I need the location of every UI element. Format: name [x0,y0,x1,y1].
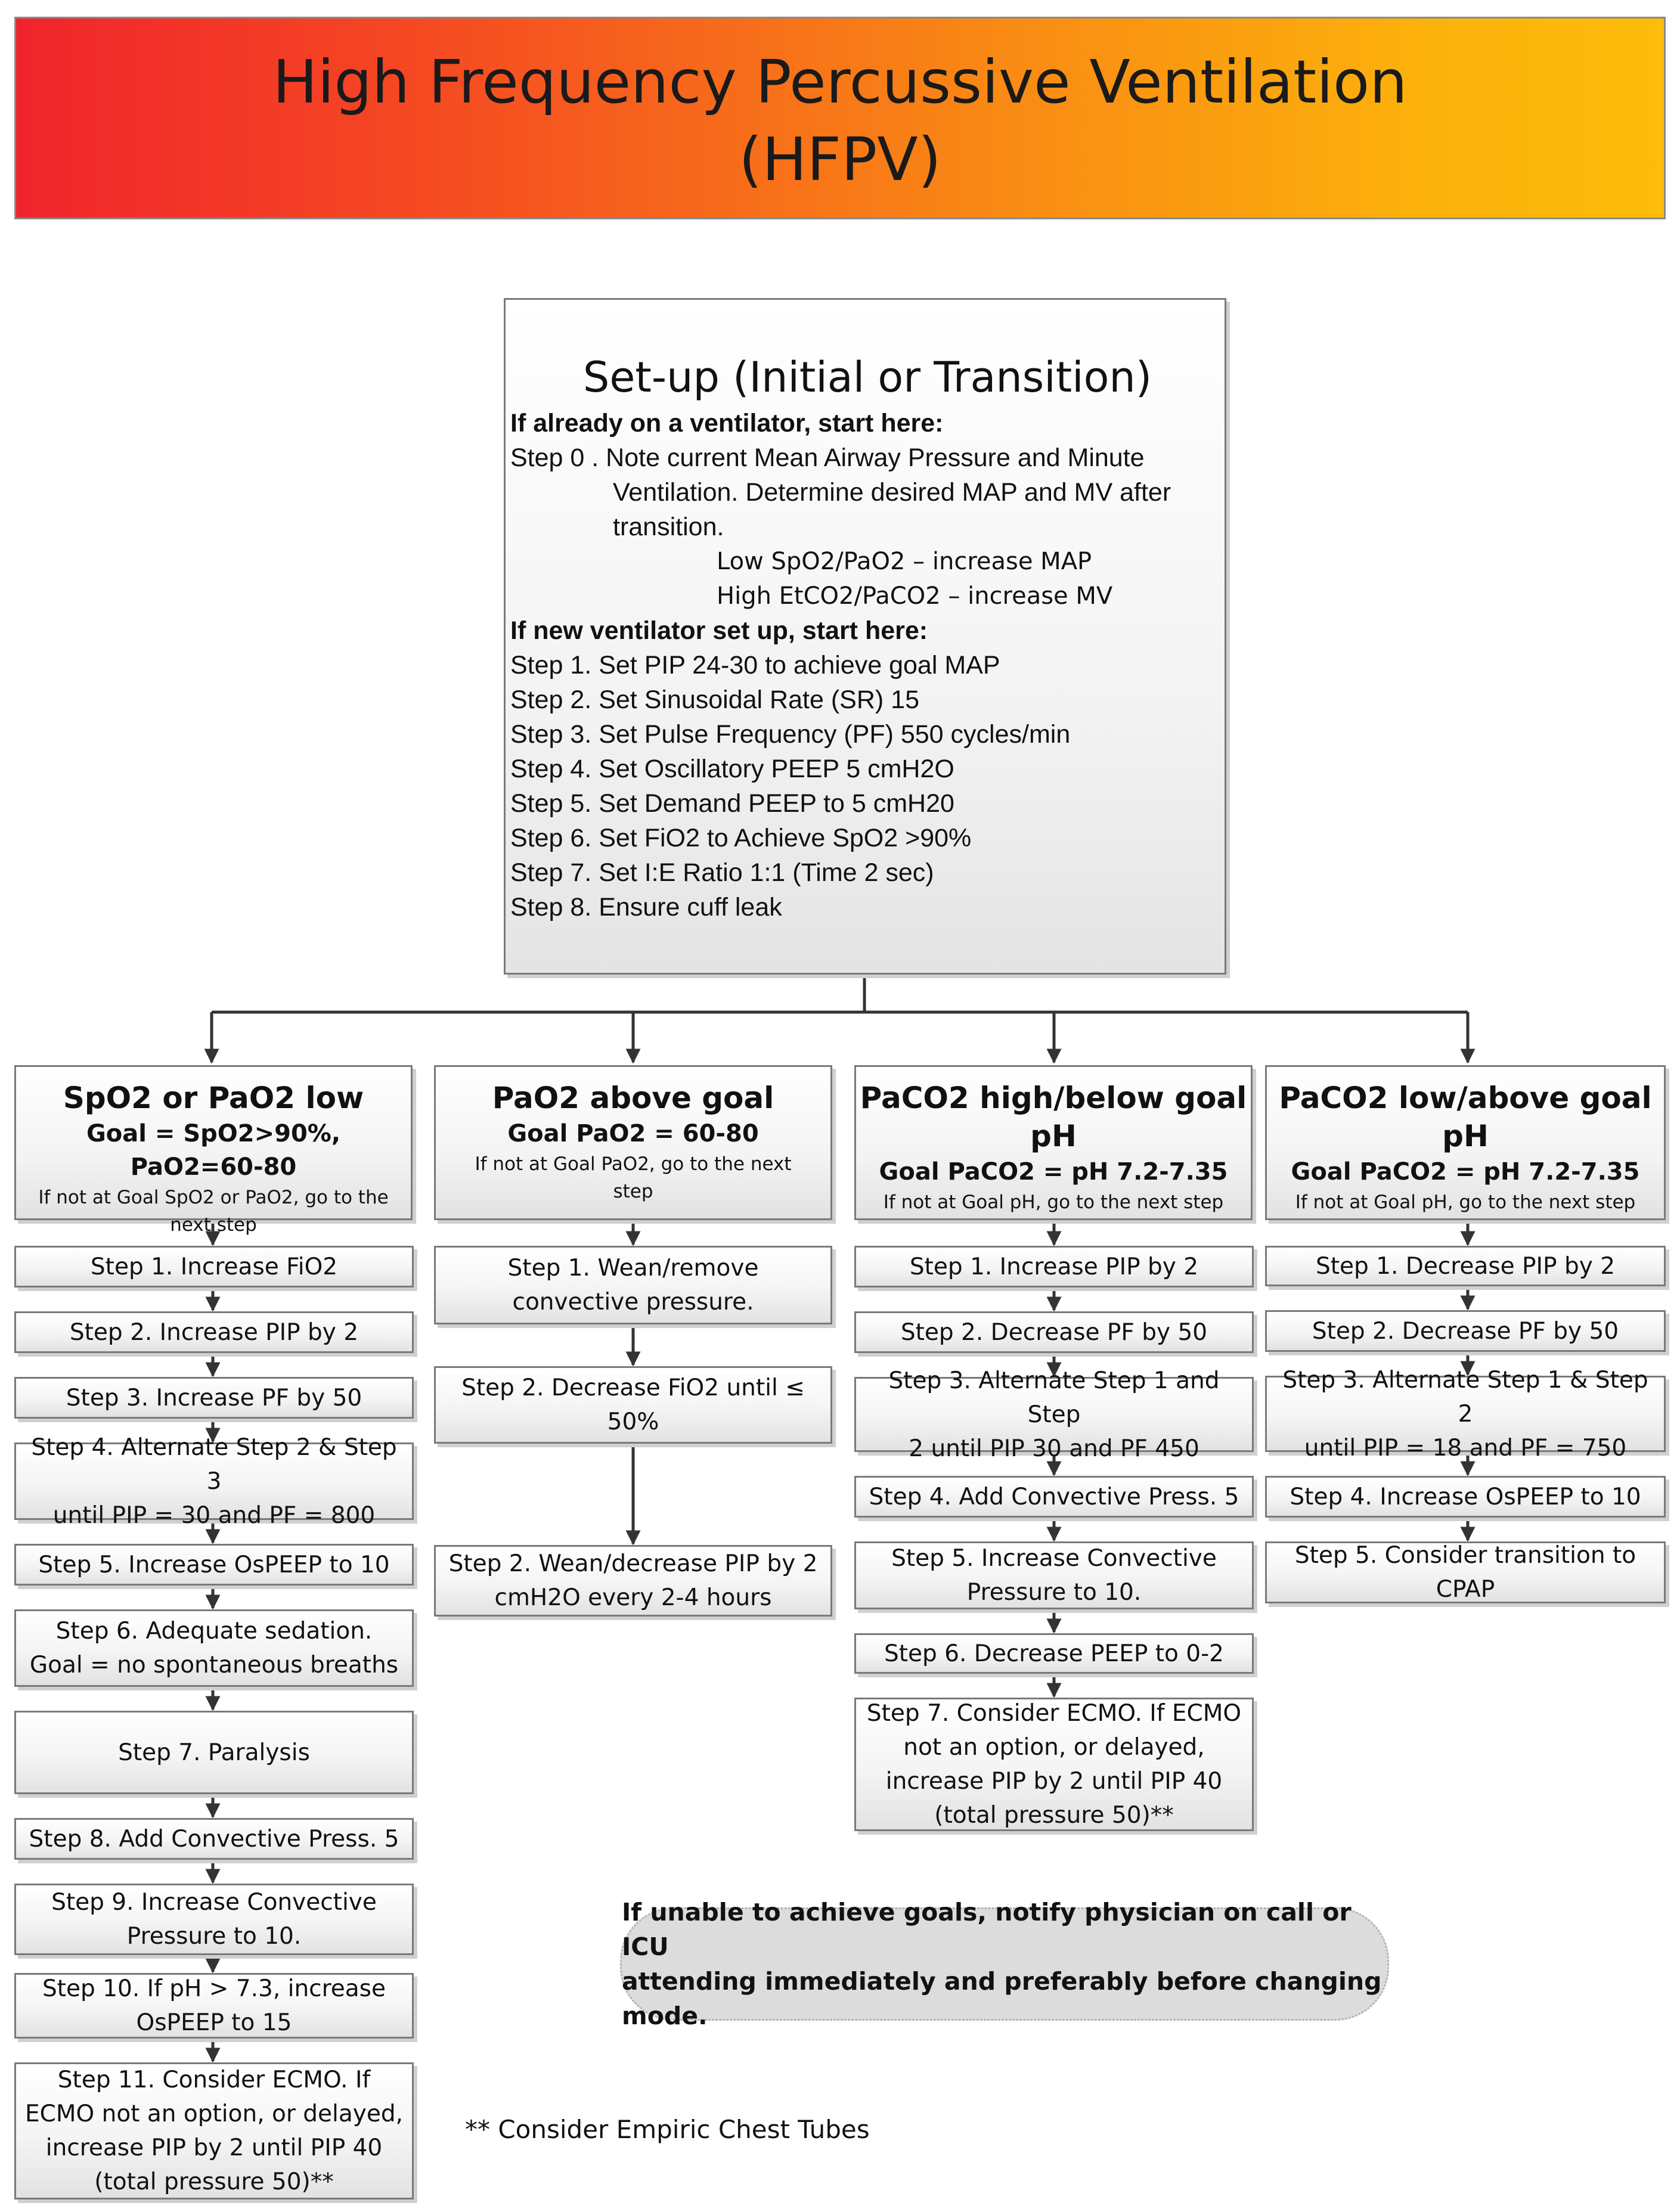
high-etco2-line: High EtCO2/PaCO2 – increase MV [717,582,1113,610]
step-box [14,1884,414,1955]
step-text: Step 4. Add Convective Press. 5 [869,1483,1239,1510]
setup-step-8: Step 8. Ensure cuff leak [510,893,782,922]
step-box [14,1609,414,1687]
setup-step-1: Step 1. Set PIP 24-30 to achieve goal MAP [510,651,1000,680]
step-box [1265,1310,1666,1352]
step-text: Step 4. Alternate Step 2 & Step 3 [31,1434,397,1495]
step-text: Step 2. Decrease FiO2 until ≤ [461,1375,805,1401]
already-on-ventilator-heading: If already on a ventilator, start here: [510,409,944,438]
step-text: Step 3. Increase PF by 50 [66,1384,362,1411]
step-box [14,1377,414,1419]
step-box [14,1434,414,1529]
step-box [14,1818,414,1860]
column-note: If not at Goal pH, go to the next step [1295,1192,1636,1213]
column-goal: Goal PaCO2 = pH 7.2-7.35 [1291,1158,1640,1186]
step-box [854,1633,1254,1674]
setup-step-7: Step 7. Set I:E Ratio 1:1 (Time 2 sec) [510,858,934,887]
column-title: PaCO2 high/below goal pH [860,1081,1247,1153]
step-box [854,1311,1254,1353]
notice-line2: attending immediately and preferably before changing mode. [622,1967,1382,2030]
step-text: Step 3. Alternate Step 1 & Step 2 [1282,1366,1648,1428]
column-header-spo2-low [14,1065,413,1236]
step-text: Pressure to 10. [966,1579,1142,1606]
step-text: CPAP [1436,1576,1495,1603]
step-box [1265,1476,1666,1518]
banner-title-line2: (HFPV) [739,125,941,194]
step-text: 50% [607,1409,659,1435]
step-box [854,1541,1254,1609]
step-box [434,1545,832,1617]
setup-title: Set-up (Initial or Transition) [582,353,1152,402]
step-text: Step 10. If pH > 7.3, increase [42,1975,386,2002]
step-box [854,1246,1254,1288]
column-title: SpO2 or PaO2 low [63,1081,364,1115]
step-box [1265,1541,1666,1603]
column-note-line2: next step [170,1214,257,1236]
setup-step-5: Step 5. Set Demand PEEP to 5 cmH20 [510,789,954,818]
step-text: Step 4. Increase OsPEEP to 10 [1290,1483,1641,1510]
column-header-paco2-low [1265,1065,1666,1220]
step-text: Step 5. Increase Convective [891,1545,1217,1572]
column-goal: Goal = SpO2>90%, PaO2=60-80 [86,1120,341,1181]
step-text: until PIP = 18 and PF = 750 [1304,1434,1627,1462]
setup-step-2: Step 2. Set Sinusoidal Rate (SR) 15 [510,685,919,714]
step-text: Step 3. Alternate Step 1 and Step [888,1367,1220,1428]
step-text: cmH2O every 2-4 hours [494,1584,772,1611]
step-box [854,1476,1254,1518]
step0-line3: transition. [613,513,724,541]
setup-step-3: Step 3. Set Pulse Frequency (PF) 550 cycles/min [510,720,1071,749]
step-text: Step 1. Decrease PIP by 2 [1315,1252,1616,1280]
step-box [14,1711,414,1794]
step-text: convective pressure. [512,1289,754,1316]
step-text: Step 6. Decrease PEEP to 0-2 [884,1640,1224,1667]
step-text: Pressure to 10. [126,1923,302,1950]
step-text: Step 1. Increase PIP by 2 [909,1253,1199,1280]
step-text: 2 until PIP 30 and PF 450 [909,1435,1199,1462]
step-text: Step 7. Paralysis [118,1739,310,1766]
column-title: PaO2 above goal [492,1081,774,1115]
step-text: ECMO not an option, or delayed, [24,2101,404,2127]
chest-tubes-footnote: ** Consider Empiric Chest Tubes [465,2115,870,2144]
column-goal: Goal PaCO2 = pH 7.2-7.35 [879,1158,1228,1186]
step-text: Step 5. Increase OsPEEP to 10 [38,1551,390,1578]
step-box [854,1698,1254,1831]
setup-step-6: Step 6. Set FiO2 to Achieve SpO2 >90% [510,824,972,852]
step-text: (total pressure 50)** [94,2168,334,2195]
low-spo2-line: Low SpO2/PaO2 – increase MAP [717,548,1092,575]
column-note: If not at Goal PaO2, go to the next step [475,1153,792,1202]
column-goal: Goal PaO2 = 60-80 [507,1120,759,1147]
step-text: not an option, or delayed, [903,1734,1205,1761]
step-box [14,1311,414,1353]
step-text: until PIP = 30 and PF = 800 [52,1501,376,1529]
step-text: (total pressure 50)** [934,1802,1174,1829]
step-text: Step 6. Adequate sedation. [55,1618,373,1645]
setup-step-4: Step 4. Set Oscillatory PEEP 5 cmH2O [510,755,954,783]
step-box [1265,1246,1666,1286]
step-box [434,1366,832,1444]
step-text: Step 9. Increase Convective [51,1889,377,1916]
step-text: Step 2. Increase PIP by 2 [69,1318,359,1346]
step-box [14,1973,414,2039]
step-text: Step 2. Decrease PF by 50 [900,1318,1208,1346]
step-text: Step 1. Wean/remove [507,1255,759,1282]
column-note: If not at Goal pH, go to the next step [883,1192,1224,1213]
step-text: increase PIP by 2 until PIP 40 [45,2135,383,2161]
step0-line1: Step 0 . Note current Mean Airway Pressure and Minute [510,443,1145,472]
step-box [14,1246,414,1288]
step-box [14,1544,414,1586]
step-box [1265,1366,1666,1462]
step-text: Step 2. Wean/decrease PIP by 2 [448,1550,818,1577]
step-box [14,2062,414,2199]
step-box [434,1246,832,1324]
banner-title-line1: High Frequency Percussive Ventilation [272,47,1408,117]
step-text: Step 11. Consider ECMO. If [57,2067,371,2093]
step-text: Goal = no spontaneous breaths [29,1652,399,1679]
column-header-pao2-above [434,1065,832,1220]
step-text: increase PIP by 2 until PIP 40 [885,1768,1223,1795]
column-title: PaCO2 low/above goal pH [1279,1081,1652,1153]
new-ventilator-heading: If new ventilator set up, start here: [510,616,928,645]
setup-box [504,298,1226,975]
column-header-paco2-high [854,1065,1253,1220]
notice-line1: If unable to achieve goals, notify physician on call or ICU [622,1898,1352,1961]
column-note: If not at Goal SpO2 or PaO2, go to the [38,1187,389,1208]
step-text: Step 2. Decrease PF by 50 [1312,1317,1619,1345]
step-text: Step 7. Consider ECMO. If ECMO [866,1700,1242,1727]
step-text: OsPEEP to 15 [136,2009,292,2036]
step-box [854,1367,1254,1462]
step-text: Step 8. Add Convective Press. 5 [29,1825,399,1853]
step-text: Step 5. Consider transition to [1294,1542,1636,1569]
step-text: Step 1. Increase FiO2 [90,1253,338,1280]
step0-line2: Ventilation. Determine desired MAP and MV after [613,478,1171,507]
physician-notice [620,1898,1389,2030]
